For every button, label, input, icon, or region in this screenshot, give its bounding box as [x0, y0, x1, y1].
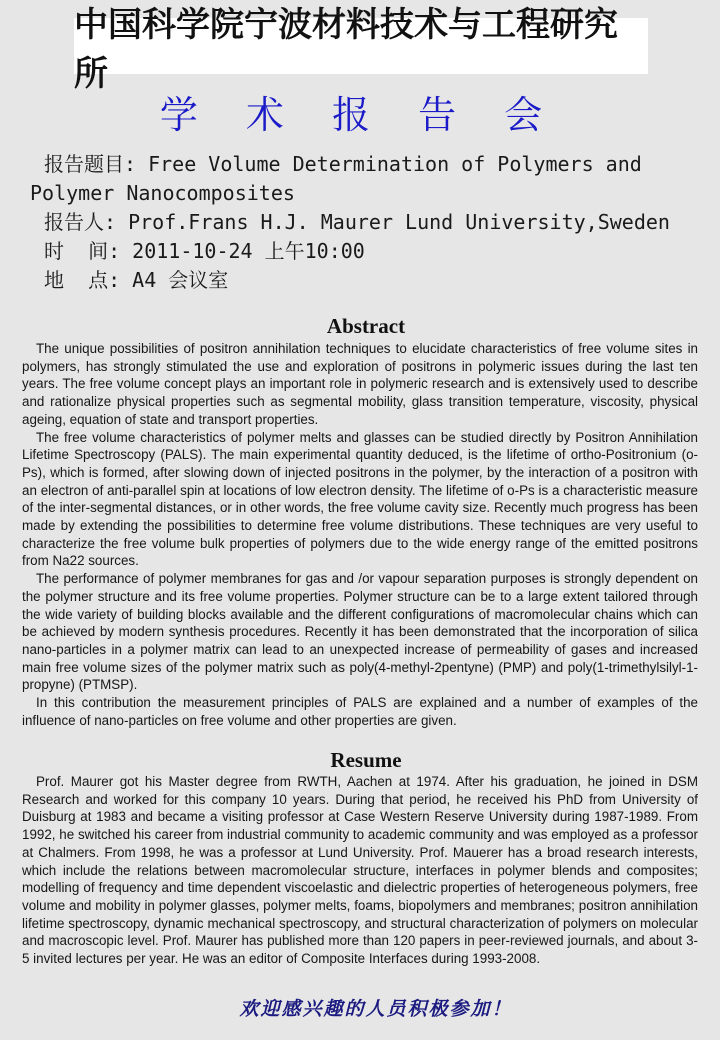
speaker-value: Prof.Frans H.J. Maurer Lund University,Sweden — [128, 210, 670, 234]
resume-paragraph: Prof. Maurer got his Master degree from RWTH, Aachen at 1974. After his graduation, he joined in DSM Research and worked for this company 10 years. During that period, he received his PhD from University of Duisburg at 1983 and became a visiting professor at Case Western Reserve University during 1987-1989. From 1992, he switched his career from industrial community to academic community and was employed as a professor at Chalmers. From 1998, he was a professor at Lund University. Prof. Mauerer has a broad research interests, which include the relations between macromolecular structure, interfaces in polymer blends and composites; modelling of frequency and time dependent viscoelastic and dielectric properties of heterogeneous polymers, free volume and mobility in polymer glasses, polymer melts, foams, biopolymers and membranes; positron annihilation lifetime spectroscopy, dynamic mechanical spectroscopy, and structural characterization of polymers on molecular and macroscopic level. Prof. Maurer has published more than 120 papers in peer-reviewed journals, and about 3-5 invited lectures per year. He was an editor of Composite Interfaces during 1993-2008. — [22, 774, 698, 967]
speaker-label: 报告人: — [44, 210, 117, 234]
abstract-paragraph: The unique possibilities of positron annihilation techniques to elucidate characteristics of free volume sites in polymers, has strongly stimulated the use and exploration of positrons in polymeric issues during the last ten years. The free volume concept plays an important role in polymeric research and is extensively used to describe and rationalize physical properties such as segmental mobility, glass transition temperature, viscosity, physical ageing, equation of state and transport properties. — [22, 341, 698, 427]
welcome-footer: 欢迎感兴趣的人员积极参加！ — [239, 998, 513, 1020]
abstract-body — [22, 340, 698, 729]
topic-row — [30, 150, 710, 179]
place-value: A4 会议室 — [132, 268, 229, 292]
time-label: 时 间: — [44, 239, 121, 263]
topic-row-continued — [30, 179, 710, 208]
abstract-heading: Abstract — [326, 314, 406, 338]
speaker-row — [30, 208, 710, 237]
institute-banner — [74, 5, 648, 94]
topic-line1: Free Volume Determination of Polymers and — [148, 152, 642, 176]
topic-line2: Polymer Nanocomposites — [30, 181, 295, 205]
abstract-paragraph: The free volume characteristics of polymer melts and glasses can be studied directly by Positron Annihilation Lifetime Spectroscopy (PALS). The main experimental quantity deduced, is the lifetime of ortho-Positronium (o-Ps), which is formed, after slowing down of injected positrons in the polymer, by the interaction of a positron with an electron of anti-parallel spin at locations of low electron density. The lifetime of o-Ps is a characteristic measure of the inter-segmental distances, or in other words, the free volume cavity size. Recently much progress has been made by extending the possibilities to determine free volume distributions. These techniques are very useful to characterize the free volume bulk properties of polymers due to the wide energy range of the emitted positrons from Na22 sources. — [22, 429, 698, 569]
abstract-paragraph: The performance of polymer membranes for gas and /or vapour separation purposes is strongly dependent on the polymer structure and its free volume properties. Polymer structure can be to a large extent tailored through the wide variety of building blocks available and the different configurations of macromolecular chains which can be achieved by modern synthesis procedures. Recently it has been demonstrated that the incorporation of silica nano-particles in a polymer matrix can lead to an unexpected increase of permeability of gases and increased main free volume sizes of the polymer matrix such as poly(4-methyl-2pentyne) (PMP) and poly(1-trimethylsilyl-1-propyne) (PTMSP). — [22, 571, 698, 693]
place-row — [30, 266, 710, 295]
time-value: 2011-10-24 上午10:00 — [132, 239, 365, 263]
resume-body — [22, 773, 698, 968]
resume-heading: Resume — [330, 748, 402, 772]
abstract-paragraph: In this contribution the measurement principles of PALS are explained and a number of examples of the influence of nano-particles on free volume and other properties are given. — [22, 695, 698, 728]
lecture-info — [30, 150, 710, 295]
topic-label: 报告题目: — [44, 152, 137, 176]
institute-name: 中国科学院宁波材料技术与工程研究所 — [74, 5, 618, 94]
place-label: 地 点: — [44, 268, 121, 292]
page-title: 学 术 报 告 会 — [159, 93, 561, 137]
time-row — [30, 237, 710, 266]
